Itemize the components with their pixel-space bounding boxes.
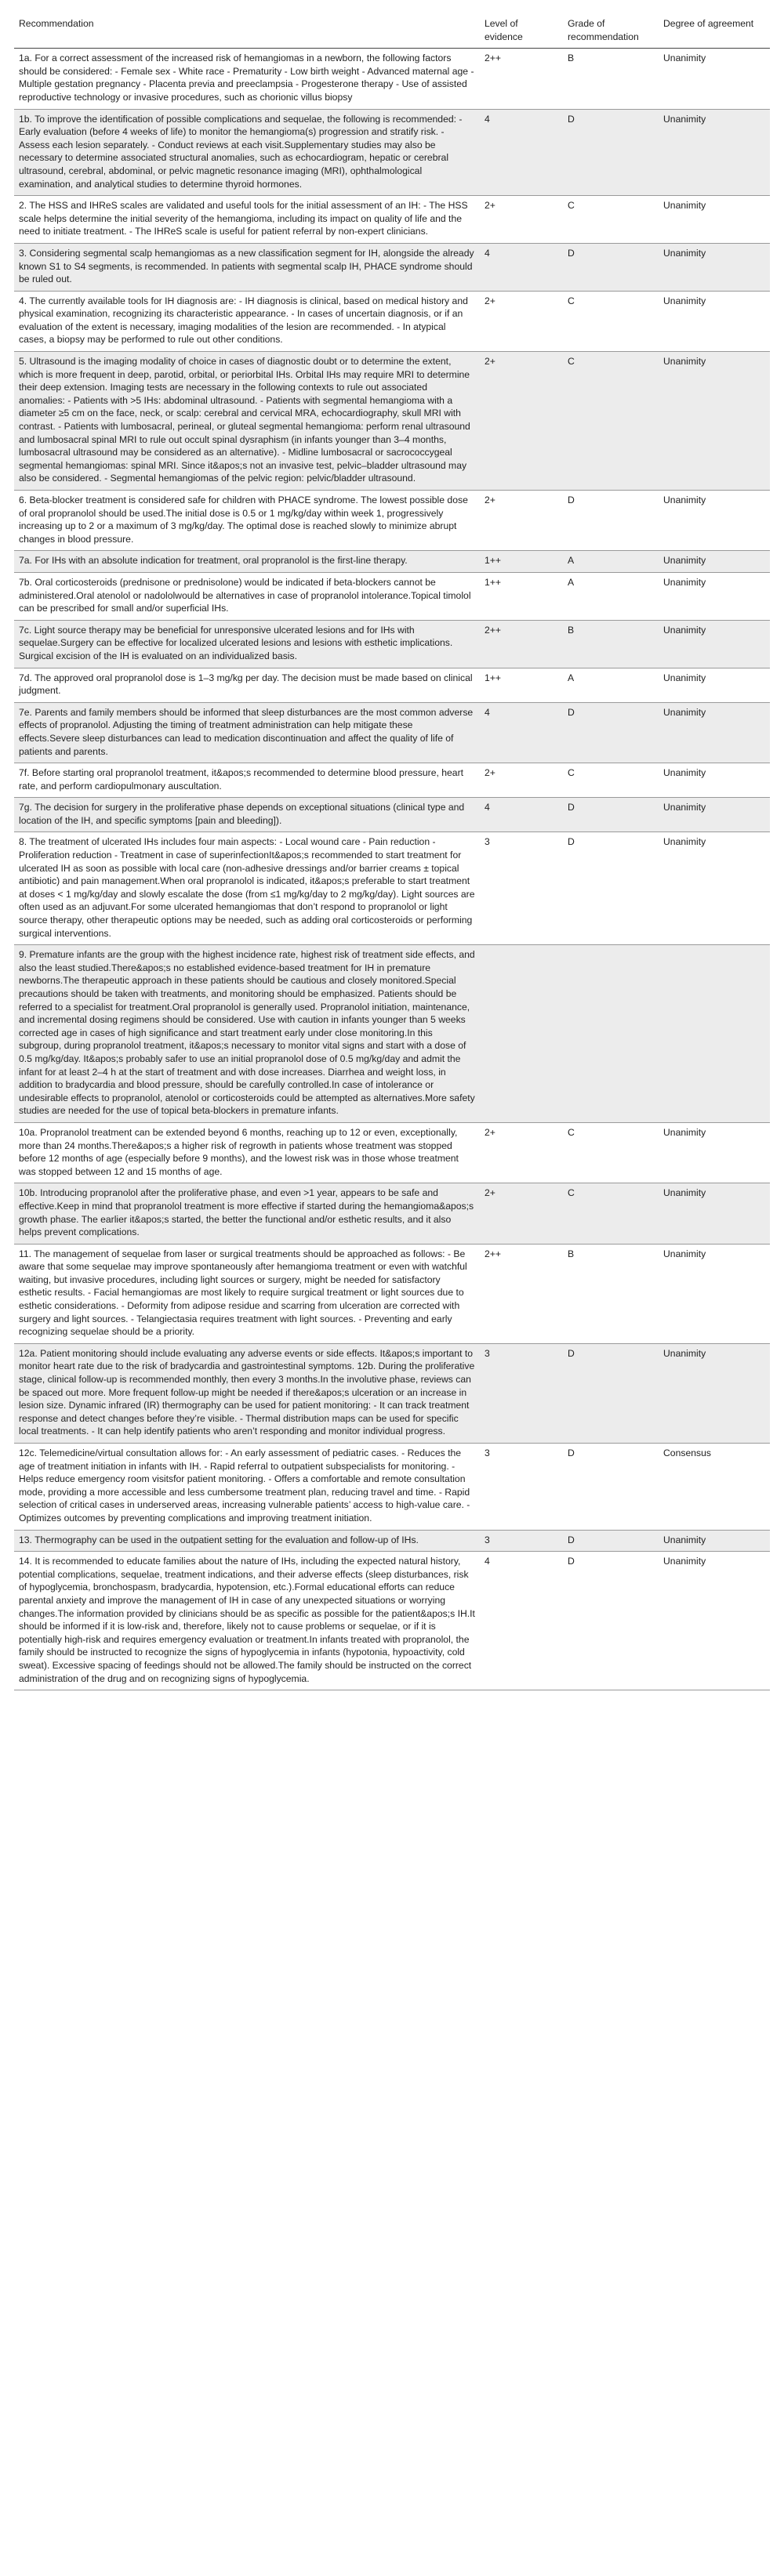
table-row (14, 798, 770, 832)
recommendation-cell: 1b. To improve the identification of possible complications and sequelae, the following is recommended: - Early evaluation (before 4 weeks of life) to monitor the hemangioma(s) progression and stratify risk. - Assess each lesion separately. - Conduct reviews at each visit.Supplementary studies may also be necessary to determine associated structural anomalies, such as echocardiogram, hepatic or cerebral ultrasound, cerebral, abdominal, or pelvic magnetic resonance imaging (MRI), ophthalmological examination, and analytical studies to determine thyroid hormones. (14, 109, 480, 196)
recommendation-cell: 11. The management of sequelae from laser or surgical treatments should be approached as follows: - Be aware that some sequelae may improve spontaneously after hemangioma treatment or even with watchful waiting, but invasive procedures, including light sources or surgery, might be needed for satisfactory esthetic results. - Facial hemangiomas are most likely to require surgical treatment or light sources due to esthetic considerations. - Deformity from adipose residue and scarring from ulceration are corrected with surgery and light sources. - Telangiectasia requires treatment with light sources. - Preventing and early recognizing sequelae should be a priority. (14, 1244, 480, 1343)
grade-cell: D (563, 109, 659, 196)
recommendation-cell: 12c. Telemedicine/virtual consultation allows for: - An early assessment of pediatric cases. - Reduces the age of treatment initiation in infants with IH. - Rapid referral to outpatient subspecialists for monitoring. - Helps reduce emergency room visitsfor patient monitoring. - Offers a comfortable and remote consultation mode, providing a more accessible and less cumbersome treatment plan, reducing travel and time. - Rapid selection of critical cases in underserved areas, increasing vulnerable patients’ access to high-value care. - Optimizes outcomes by preventing complications and improving treatment initiation. (14, 1444, 480, 1531)
agreement-cell: Unanimity (659, 832, 770, 945)
level-of-evidence-cell: 3 (480, 832, 563, 945)
recommendation-cell: 14. It is recommended to educate families about the nature of IHs, including the expected natural history, potential complications, sequelae, treatment indications, and their adverse effects (sleep disturbances, risk of hypoglycemia, bronchospasm, bradycardia, hypotension, etc.).Formal educational efforts can reduce parental anxiety and improve the management of IH in case of any unexpected situations or worrying changes.The information provided by clinicians should be as specific as possible for the patient&apos;s IH.It should be informed if it is low-risk and, therefore, likely not to cause problems or sequelae, or if it is potentially high-risk and requires emergency evaluation or treatment.In infants treated with propranolol, the family should be instructed to recognize the signs of hypoglycemia in infants (hypotonia, hypoactivity, cold sweat). Excessive spacing of feedings should not be allowed.The family should be instructed on the correct administration of the drug and on recognizing signs of hypoglycemia. (14, 1552, 480, 1690)
agreement-cell: Unanimity (659, 352, 770, 491)
grade-cell: D (563, 491, 659, 551)
table-row (14, 196, 770, 244)
recommendation-cell: 5. Ultrasound is the imaging modality of choice in cases of diagnostic doubt or to determine the extent, which is more frequent in deep, parotid, orbital, or periorbital IHs. Orbital IHs may require MRI to determine their deep extension. Imaging tests are necessary in the following contexts to rule out associated anomalies: - Patients with >5 IHs: abdominal ultrasound. - Patients with segmental hemangioma with a diameter ≥5 cm on the face, neck, or scalp: cerebral and cervical MRA, echocardiography, skull MRI with contrast. - Patients with lumbosacral, perineal, or gluteal segmental hemangioma: perform renal ultrasound and lumbosacral spinal MRI to rule out occult spinal dysraphism (in infants younger than 3–4 months, lumbosacral ultrasound may be considered as an alternative). - Midline lumbosacral or sacrococcygeal segmental hemangiomas: spinal MRI. Since it&apos;s not an invasive test, pelvic–bladder ultrasound may also be considered. - Segmental hemangiomas of the pelvic region: pelvic/bladder ultrasound. (14, 352, 480, 491)
agreement-cell: Unanimity (659, 491, 770, 551)
recommendation-cell: 7e. Parents and family members should be informed that sleep disturbances are the most common adverse effects of propranolol. Adjusting the timing of treatment administration can help mitigate these effects.Severe sleep disturbances can lead to medication discontinuation and affect the quality of life of patients and parents. (14, 702, 480, 763)
agreement-cell: Unanimity (659, 109, 770, 196)
recommendation-cell: 10a. Propranolol treatment can be extended beyond 6 months, reaching up to 12 or even, exceptionally, more than 24 months.There&apos;s a higher risk of regrowth in patients whose treatment was stopped before 12 months of age (especially before 9 months), and the lowest risk was in those whose treatment was stopped between 12 and 15 months of age. (14, 1122, 480, 1183)
grade-cell: C (563, 196, 659, 244)
table-row (14, 352, 770, 491)
recommendation-cell: 7c. Light source therapy may be beneficial for unresponsive ulcerated lesions and for IHs with sequelae.Surgery can be effective for localized ulcerated lesions and lesions with esthetic implications. Surgical excision of the IH is evaluated on an individualized basis. (14, 620, 480, 668)
level-of-evidence-cell: 1++ (480, 668, 563, 702)
grade-cell: C (563, 1183, 659, 1244)
table-row (14, 551, 770, 573)
agreement-cell: Unanimity (659, 572, 770, 620)
recommendation-cell: 2. The HSS and IHReS scales are validated and useful tools for the initial assessment of an IH: - The HSS scale helps determine the initial severity of the hemangioma, including its impact on quality of life and the need to initiate treatment. - The IHReS scale is useful for patient referral by non-expert clinicians. (14, 196, 480, 244)
recommendations-table (14, 14, 770, 1690)
header-recommendation: Recommendation (14, 14, 480, 49)
agreement-cell (659, 945, 770, 1123)
agreement-cell: Unanimity (659, 1530, 770, 1552)
recommendation-cell: 7g. The decision for surgery in the proliferative phase depends on exceptional situations (clinical type and location of the IH, and specific symptoms [pain and bleeding]). (14, 798, 480, 832)
level-of-evidence-cell: 2+ (480, 196, 563, 244)
level-of-evidence-cell: 1++ (480, 572, 563, 620)
table-row (14, 243, 770, 291)
table-row (14, 620, 770, 668)
agreement-cell: Unanimity (659, 551, 770, 573)
recommendation-cell: 4. The currently available tools for IH diagnosis are: - IH diagnosis is clinical, based on medical history and physical examination, recognizing its characteristic appearance. - In cases of uncertain diagnosis, or if an evaluation of the extent is necessary, imaging modalities of the lesion are recommended. - In atypical cases, a biopsy may be performed to rule out other conditions. (14, 291, 480, 351)
table-row (14, 1183, 770, 1244)
recommendation-cell: 3. Considering segmental scalp hemangiomas as a new classification segment for IH, alongside the already known S1 to S4 segments, is recommended. In patients with segmental scalp IH, PHACE syndrome should be ruled out. (14, 243, 480, 291)
table-row (14, 763, 770, 798)
grade-cell: C (563, 352, 659, 491)
grade-cell: D (563, 1343, 659, 1443)
level-of-evidence-cell: 3 (480, 1343, 563, 1443)
agreement-cell: Unanimity (659, 763, 770, 798)
agreement-cell: Unanimity (659, 49, 770, 109)
table-row (14, 1343, 770, 1443)
agreement-cell: Unanimity (659, 1552, 770, 1690)
recommendation-cell: 8. The treatment of ulcerated IHs includes four main aspects: - Local wound care - Pain reduction - Proliferation reduction - Treatment in case of superinfectionIt&apos;s recommended to start treatment for ulcerated IH as soon as possible with local care (non-adhesive dressings and/or barrier creams ± topical antibiotic) and pain management.When oral propranolol is indicated, it&apos;s preferable to start treatment at doses < 1 mg/kg/day and slowly escalate the dose (from ≤1 mg/kg/day to 2 mg/kg/day). Light sources are often used as an adjuvant.For some ulcerated hemangiomas that don’t respond to propranolol or light source therapy, other therapeutic options may be needed, such as adding oral corticosteroids or performing surgical interventions. (14, 832, 480, 945)
header-level-of-evidence: Level of evidence (480, 14, 563, 49)
level-of-evidence-cell: 2+ (480, 1183, 563, 1244)
table-row (14, 832, 770, 945)
level-of-evidence-cell: 4 (480, 243, 563, 291)
recommendation-cell: 12a. Patient monitoring should include evaluating any adverse events or side effects. It&apos;s important to monitor heart rate due to the risk of bradycardia and gastrointestinal symptoms. 12b. During the proliferative stage, clinical follow-up is recommended monthly, then every 3 months.In the involutive phase, reviews can be spaced out more. More frequent follow-up might be needed if there&apos;s ulceration or an increase in lesion size. Dynamic infrared (IR) thermography can be used for patient monitoring: - It can track treatment response and detect changes before they’re visible. - Thermal distribution maps can be used for specific local treatments. - It can help identify patients who aren’t responding and monitor individual progress. (14, 1343, 480, 1443)
grade-cell: D (563, 1530, 659, 1552)
table-row (14, 49, 770, 109)
level-of-evidence-cell: 4 (480, 798, 563, 832)
table-header-row (14, 14, 770, 49)
level-of-evidence-cell: 4 (480, 702, 563, 763)
table-row (14, 945, 770, 1123)
grade-cell: C (563, 763, 659, 798)
agreement-cell: Unanimity (659, 1122, 770, 1183)
header-degree-of-agreement: Degree of agreement (659, 14, 770, 49)
level-of-evidence-cell: 2++ (480, 620, 563, 668)
table-row (14, 1444, 770, 1531)
table-row (14, 572, 770, 620)
grade-cell: B (563, 49, 659, 109)
grade-cell: D (563, 1552, 659, 1690)
agreement-cell: Unanimity (659, 1183, 770, 1244)
recommendation-cell: 6. Beta-blocker treatment is considered safe for children with PHACE syndrome. The lowest possible dose of oral propranolol should be used.The initial dose is 0.5 or 1 mg/kg/day within week 1, progressively increasing up to 2 or a maximum of 3 mg/kg/day. The optimal dose is reached slowly to minimize abrupt changes in blood pressure. (14, 491, 480, 551)
table-row (14, 1122, 770, 1183)
header-grade-of-recommendation: Grade of recommendation (563, 14, 659, 49)
agreement-cell: Unanimity (659, 243, 770, 291)
grade-cell: C (563, 291, 659, 351)
grade-cell: C (563, 1122, 659, 1183)
grade-cell: D (563, 798, 659, 832)
level-of-evidence-cell: 3 (480, 1530, 563, 1552)
recommendation-cell: 7b. Oral corticosteroids (prednisone or prednisolone) would be indicated if beta-blockers cannot be administered.Oral atenolol or nadololwould be alternatives in case of propranolol intolerance.Topical timolol can be prescribed for small and/or superficial IHs. (14, 572, 480, 620)
level-of-evidence-cell: 2+ (480, 1122, 563, 1183)
grade-cell: B (563, 1244, 659, 1343)
level-of-evidence-cell: 1++ (480, 551, 563, 573)
table-row (14, 1552, 770, 1690)
level-of-evidence-cell (480, 945, 563, 1123)
agreement-cell: Unanimity (659, 798, 770, 832)
agreement-cell: Consensus (659, 1444, 770, 1531)
recommendation-cell: 7a. For IHs with an absolute indication for treatment, oral propranolol is the first-line therapy. (14, 551, 480, 573)
table-row (14, 668, 770, 702)
level-of-evidence-cell: 4 (480, 109, 563, 196)
table-row (14, 1530, 770, 1552)
grade-cell: D (563, 702, 659, 763)
agreement-cell: Unanimity (659, 1244, 770, 1343)
level-of-evidence-cell: 2+ (480, 763, 563, 798)
agreement-cell: Unanimity (659, 291, 770, 351)
table-row (14, 1244, 770, 1343)
agreement-cell: Unanimity (659, 620, 770, 668)
grade-cell: A (563, 668, 659, 702)
grade-cell: A (563, 551, 659, 573)
grade-cell (563, 945, 659, 1123)
grade-cell: D (563, 832, 659, 945)
recommendation-cell: 7f. Before starting oral propranolol treatment, it&apos;s recommended to determine blood pressure, heart rate, and perform cardiopulmonary auscultation. (14, 763, 480, 798)
table-row (14, 491, 770, 551)
agreement-cell: Unanimity (659, 196, 770, 244)
level-of-evidence-cell: 4 (480, 1552, 563, 1690)
recommendation-cell: 9. Premature infants are the group with the highest incidence rate, highest risk of treatment side effects, and also the least studied.There&apos;s no established evidence-based treatment for IH in premature newborns.The therapeutic approach in these patients should be cautious and closely monitored.Special precautions should be taken with treatments, and monitoring should be emphasized. Patients should be referred to a specialist for treatment.Oral propranolol is generally used. Propranolol initiation, maintenance, and incremental dosing regimens should be considered. Use with caution in infants younger than 5 weeks corrected age in cases of high significance and start treatment early under close monitoring.In this subgroup, during propranolol treatment, it&apos;s necessary to monitor vital signs and start with a dose of 0.5 mg/kg/day. It&apos;s probably safer to use an initial propranolol dose of 0.5 mg/kg/day and admit the infant for at least 2–4 h at the start of treatment and with dose increases. Diarrhea and weight loss, in addition to bradycardia and blood pressure, should be carefully controlled.In case of intolerance or undesirable effects to propranolol, atenolol or corticosteroids could be attempted as alternatives.More safety studies are needed for the use of topical beta-blockers in premature infants. (14, 945, 480, 1123)
level-of-evidence-cell: 2+ (480, 491, 563, 551)
level-of-evidence-cell: 3 (480, 1444, 563, 1531)
level-of-evidence-cell: 2+ (480, 352, 563, 491)
agreement-cell: Unanimity (659, 1343, 770, 1443)
table-row (14, 291, 770, 351)
table-row (14, 109, 770, 196)
recommendation-cell: 10b. Introducing propranolol after the proliferative phase, and even >1 year, appears to be safe and effective.Keep in mind that propranolol treatment is more effective if started during the hemangioma&apos;s growth phase. The earlier it&apos;s started, the better the functional and/or esthetic results, and it also helps prevent complications. (14, 1183, 480, 1244)
recommendation-cell: 13. Thermography can be used in the outpatient setting for the evaluation and follow-up of IHs. (14, 1530, 480, 1552)
agreement-cell: Unanimity (659, 702, 770, 763)
table-row (14, 702, 770, 763)
recommendation-cell: 7d. The approved oral propranolol dose is 1–3 mg/kg per day. The decision must be made based on clinical judgment. (14, 668, 480, 702)
recommendation-cell: 1a. For a correct assessment of the increased risk of hemangiomas in a newborn, the following factors should be considered: - Female sex - White race - Prematurity - Low birth weight - Advanced maternal age - Multiple gestation pregnancy - Placenta previa and preeclampsia - Progesterone therapy - Use of assisted reproductive technology or invasive procedures, such as chorionic villus biopsy (14, 49, 480, 109)
agreement-cell: Unanimity (659, 668, 770, 702)
level-of-evidence-cell: 2++ (480, 49, 563, 109)
grade-cell: A (563, 572, 659, 620)
grade-cell: D (563, 243, 659, 291)
level-of-evidence-cell: 2+ (480, 291, 563, 351)
grade-cell: D (563, 1444, 659, 1531)
level-of-evidence-cell: 2++ (480, 1244, 563, 1343)
grade-cell: B (563, 620, 659, 668)
